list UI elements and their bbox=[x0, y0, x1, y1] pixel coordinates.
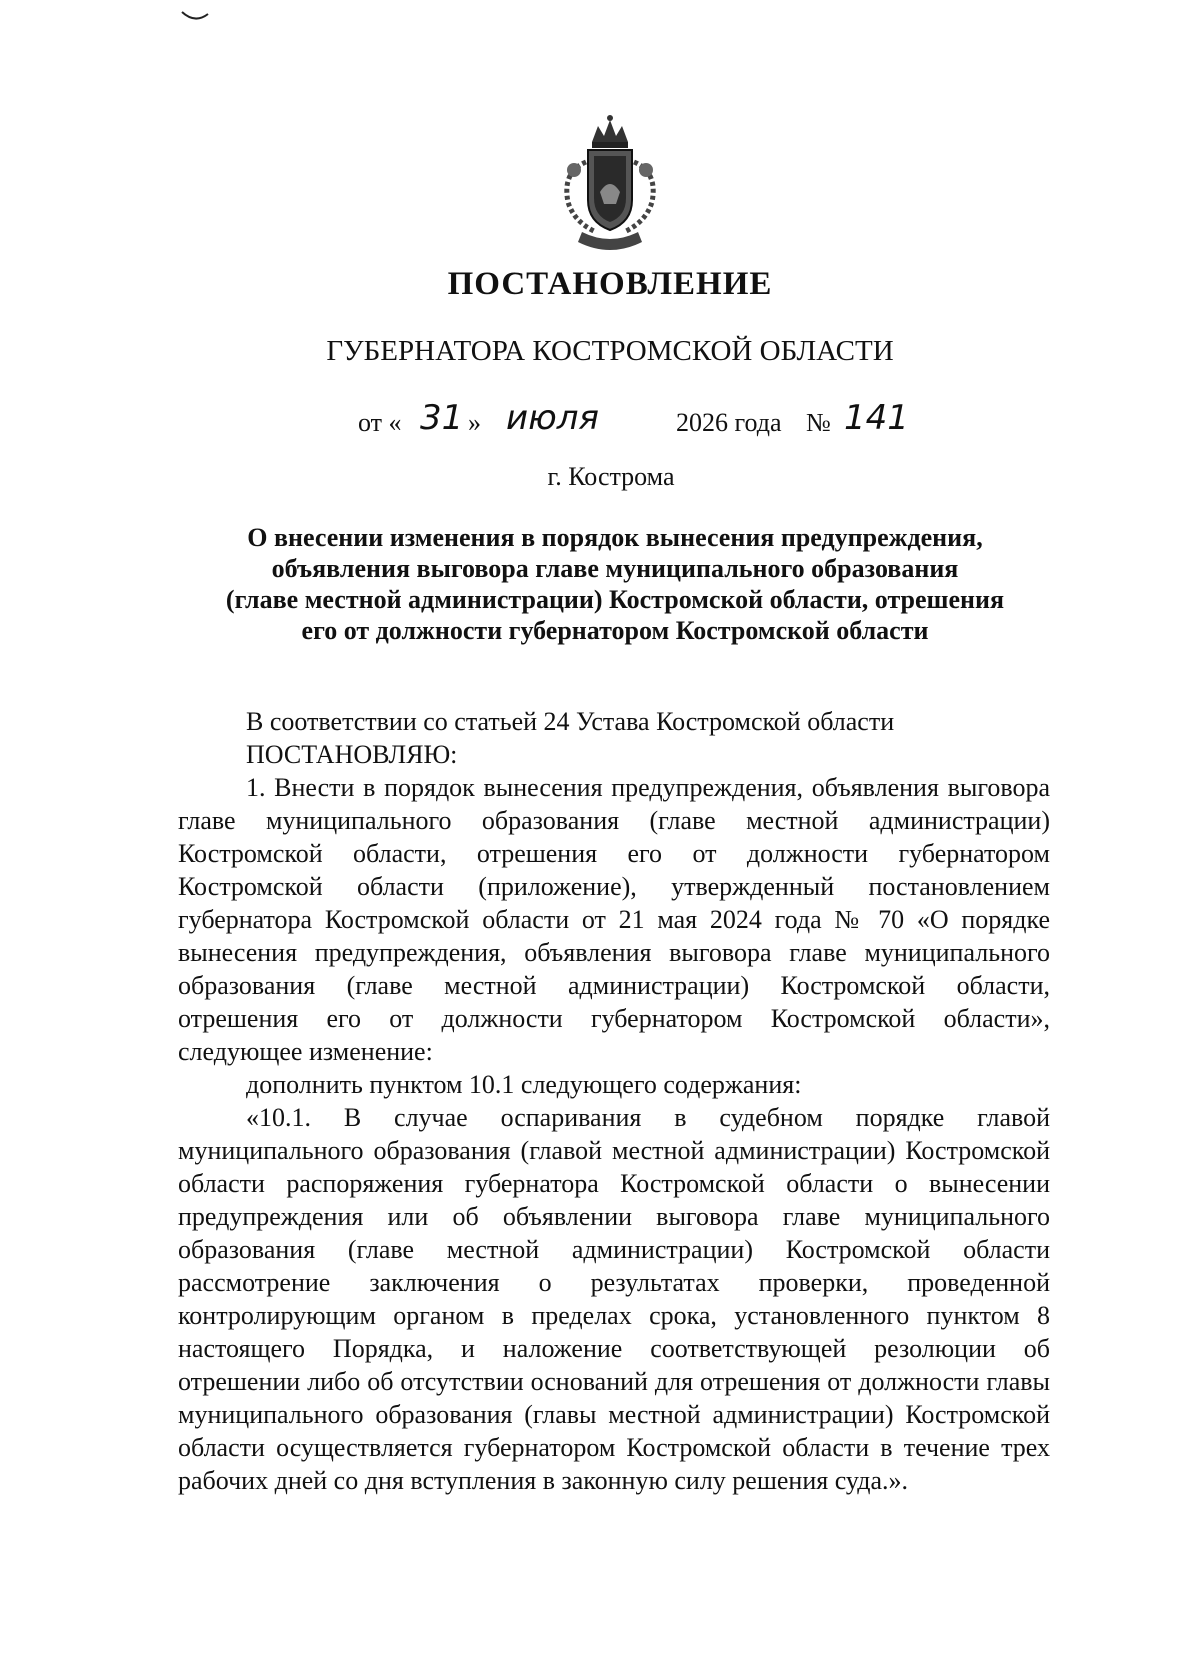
title-line: объявления выговора главе муниципального образования bbox=[271, 554, 959, 583]
date-prefix: от « bbox=[358, 408, 402, 437]
issuer: ГУБЕРНАТОРА КОСТРОМСКОЙ ОБЛАСТИ bbox=[326, 335, 894, 367]
title-line: (главе местной администрации) Костромской области, отрешения bbox=[225, 585, 1005, 614]
number-sign: № bbox=[806, 408, 831, 437]
document-type: ПОСТАНОВЛЕНИЕ bbox=[447, 266, 773, 302]
title-line: его от должности губернатором Костромской области bbox=[301, 616, 929, 645]
add-clause-paragraph: дополнить пунктом 10.1 следующего содержания: bbox=[246, 1070, 802, 1099]
date-line bbox=[358, 398, 978, 448]
item-1-paragraph: 1. Внести в порядок вынесения предупреждения, объявления выговора главе муниципального образования (главе местной администрации) Костромской области, отрешения его от должности губернатором Костромской области (приложение), утвержденный постановлением губернатора Костромской области от 21 мая 2024 года № 70 «О порядке вынесения предупреждения, объявления выговора главе муниципального образования (главе местной администрации) Костромской области, отрешения его от должности губернатором Костромской области», следующее изменение: bbox=[178, 773, 1050, 1066]
date-mid: » bbox=[468, 408, 481, 437]
title-line: О внесении изменения в порядок вынесения предупреждения, bbox=[247, 523, 983, 552]
city: г. Кострома bbox=[547, 462, 675, 491]
document-number: 141 bbox=[844, 398, 909, 438]
clause-10-1-paragraph: «10.1. В случае оспаривания в судебном порядке главой муниципального образования (главой местной администрации) Костромской области распоряжения губернатора Костромской области о вынесении предупреждения или об объявлении выговора главе муниципального образования (главе местной администрации) Костромской области рассмотрение заключения о результатах проверки, проведенной контролирующим органом в пределах срока, установленного пунктом 8 настоящего Порядка, и наложение соответствующей резолюции об отрешении либо об отсутствии оснований для отрешения от должности главы муниципального образования (главы местной администрации) Костромской области осуществляется губернатором Костромской области в течение трех рабочих дней со дня вступления в законную силу решения суда.». bbox=[178, 1103, 1050, 1495]
resolve-paragraph: ПОСТАНОВЛЯЮ: bbox=[246, 740, 458, 769]
date-day: 31 bbox=[420, 398, 464, 438]
document-title bbox=[190, 522, 1040, 646]
date-month: июля bbox=[506, 398, 599, 438]
basis-paragraph: В соответствии со статьей 24 Устава Костромской области bbox=[246, 707, 895, 736]
coat-of-arms-icon bbox=[548, 112, 672, 262]
date-year: 2026 года bbox=[676, 408, 782, 437]
document-body bbox=[178, 705, 1050, 1497]
scan-mark-icon bbox=[180, 8, 210, 24]
